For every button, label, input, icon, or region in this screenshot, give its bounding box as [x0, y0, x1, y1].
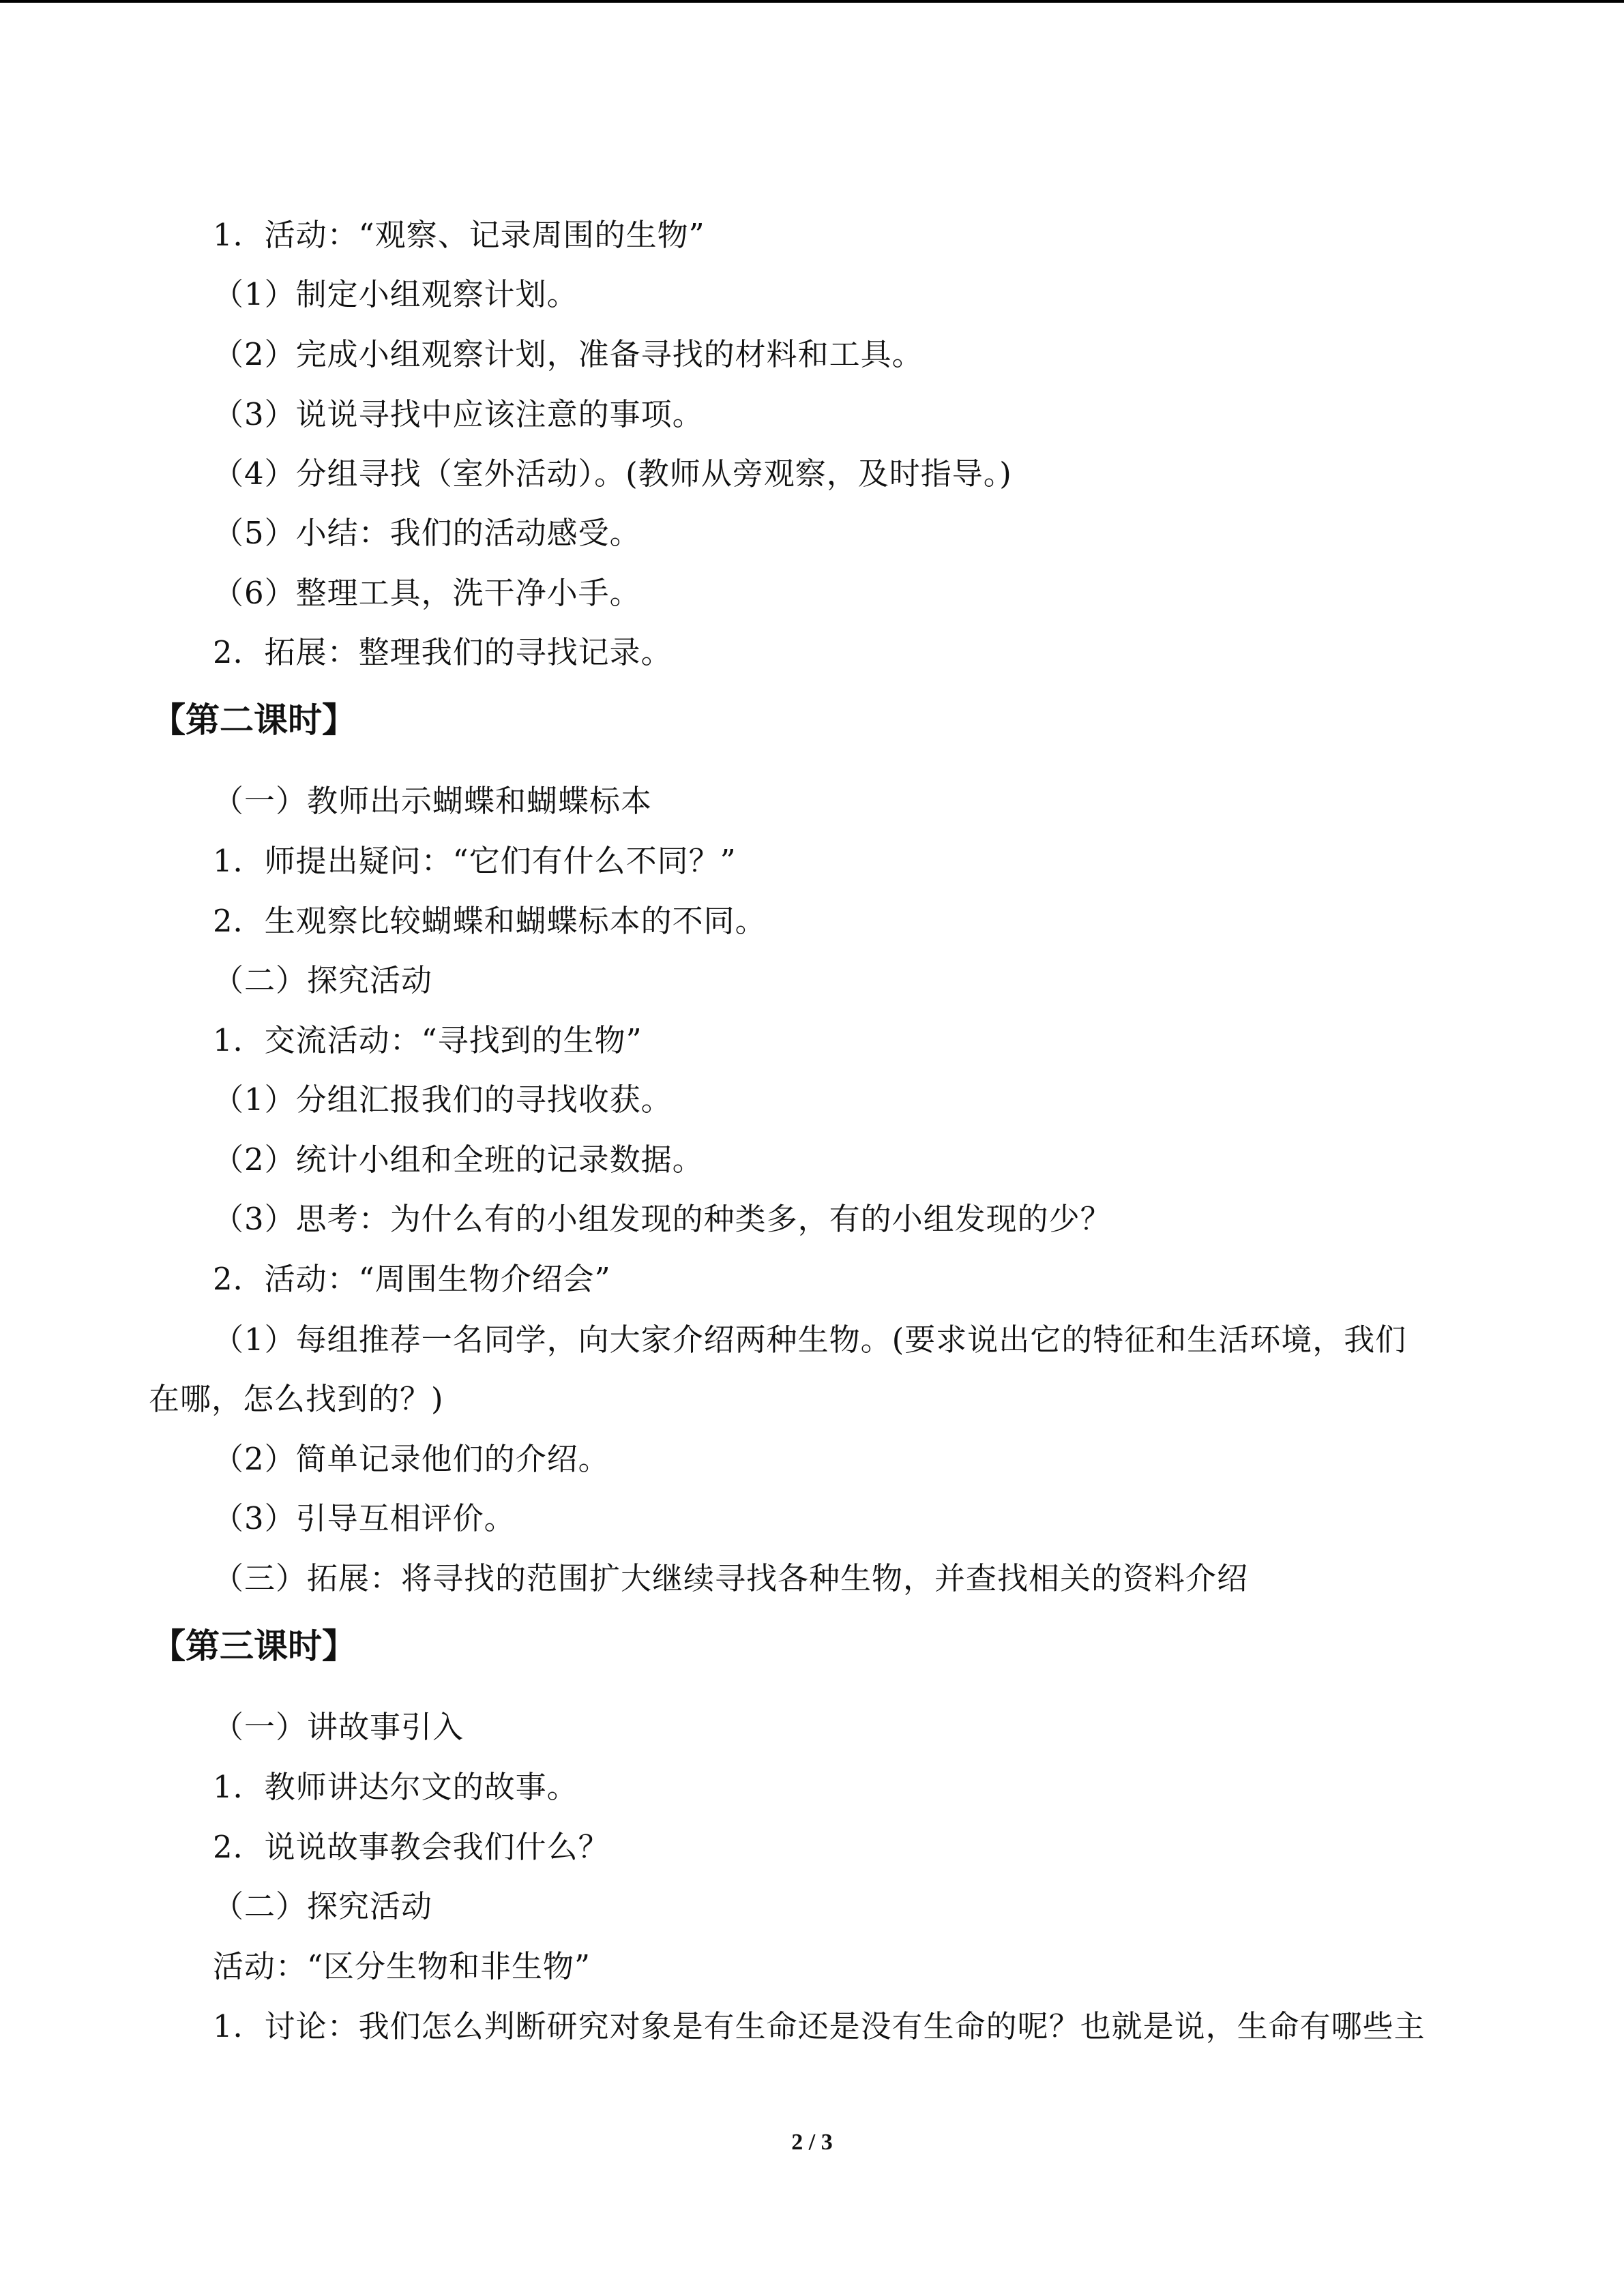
- text-line: （三）拓展：将寻找的范围扩大继续寻找各种生物，并查找相关的资料介绍: [213, 1560, 1249, 1596]
- text-line: （6）整理工具，洗干净小手。: [213, 575, 641, 611]
- text-line: （1）制定小组观察计划。: [213, 276, 578, 312]
- text-line: （5）小结：我们的活动感受。: [213, 515, 641, 551]
- text-line: （3）说说寻找中应该注意的事项。: [213, 396, 704, 432]
- text-line: 2．说说故事教会我们什么？: [213, 1829, 610, 1865]
- text-line: 1．师提出疑问：“它们有什么不同？”: [213, 843, 737, 879]
- text-line-continuation: 在哪，怎么找到的？): [149, 1381, 444, 1417]
- text-line: 1．讨论：我们怎么判断研究对象是有生命还是没有生命的呢？也就是说，生命有哪些主: [213, 2008, 1426, 2044]
- text-line: （4）分组寻找（室外活动）。(教师从旁观察，及时指导。): [213, 456, 1012, 492]
- text-line: 2．活动：“周围生物介绍会”: [213, 1261, 611, 1297]
- text-line: （1）每组推荐一名同学，向大家介绍两种生物。(要求说出它的特征和生活环境，我们: [213, 1322, 1407, 1358]
- text-line: 2．拓展：整理我们的寻找记录。: [213, 634, 673, 670]
- text-line: （1）分组汇报我们的寻找收获。: [213, 1082, 673, 1118]
- text-line: （3）思考：为什么有的小组发现的种类多，有的小组发现的少？: [213, 1201, 1112, 1237]
- lesson-3-heading: 【第三课时】: [151, 1626, 356, 1666]
- text-line: 2．生观察比较蝴蝶和蝴蝶标本的不同。: [213, 903, 767, 939]
- text-line: （一）教师出示蝴蝶和蝴蝶标本: [213, 783, 653, 819]
- text-line: 活动：“区分生物和非生物”: [213, 1948, 591, 1984]
- text-line: 1．活动：“观察、记录周围的生物”: [213, 217, 705, 253]
- text-line: （2）简单记录他们的介绍。: [213, 1441, 610, 1477]
- page-number: 2 / 3: [791, 2130, 833, 2155]
- text-line: 1．教师讲达尔文的故事。: [213, 1769, 578, 1805]
- lesson-2-heading: 【第二课时】: [151, 700, 356, 740]
- text-line: 1．交流活动：“寻找到的生物”: [213, 1022, 643, 1058]
- text-line: （二）探究活动: [213, 962, 433, 998]
- text-line: （二）探究活动: [213, 1888, 433, 1924]
- text-line: （2）完成小组观察计划，准备寻找的材料和工具。: [213, 336, 924, 372]
- text-line: （3）引导互相评价。: [213, 1500, 516, 1536]
- text-line: （一）讲故事引入: [213, 1709, 464, 1745]
- text-line: （2）统计小组和全班的记录数据。: [213, 1142, 704, 1178]
